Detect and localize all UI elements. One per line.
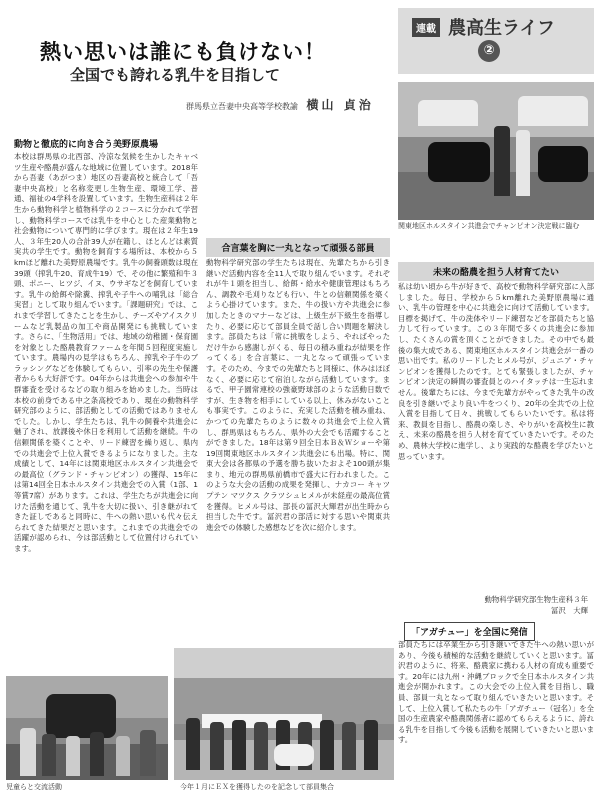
photo-cow [538, 146, 588, 182]
section-text-farm: 本校は群馬県の北西部、冷涼な気候を生かしたキャベツ生産や酪農が盛んな地域に位置しています。2018年から吾妻（あがつま）地区の吾妻高校と統合して「吾妻中央高校」と名称変更し生物生産、環境工学、普通、福祉の4学科を設置しています。生物生産科は２年生から動物科学と植物科学の２コースに分かれて学習し、動物科学コースでは乳牛を中心とした産業動物と社会動物について専門的に学びます。現在は２年生19人、３年生20人の合計39人が在籍し、ほとんどは素質実共の学生です。動物を飼育する場所は、本校から５kmほど離れた美野原農場です。乳牛の飼養頭数は現在39頭（搾乳牛20、育成牛19）で、その他に繁殖和牛３頭、ポニー、ヒツジ、イヌ、ウサギなどを飼育しています。乳牛の給餌や除糞、搾乳や子牛への哺乳は「総合実習」として取り組んでいます。「課題研究」では、これまで学習してきたことを生かし、チーズやアイスクリームなど乳製品の加工や商品開発にも挑戦しています。さらに、「生物活用」では、地域の幼稚園・保育園を対象とした酪農教育ファームを年間５回程度実施しています。農場内の見学はもちろん、搾乳や子牛のブラッシングなどを体験してもらい、引率の先生や保護者からも大好評です。04年からは共進会への参加や牛群審査を受けるなどの取り組みを始めました。当時は本校の前身である中之条高校であり、現在の動物科学研究部のように、部活動としての活動ではありませんでした。しかし、学生たちは、乳牛の飼養や共進会に魅了され、放課後や休日を利用して活動を継続。牛の信頼関係を築くことや、リード練習を繰り返し、県内での共進会で上位入賞できるようになりました。主な成績として、14年には関東地区ホルスタイン共進会での最高位（グランド・チャンピオン）の獲得、15年には第14回全日本ホルスタイン共進会での入賞（1部、1等賞7席）があります。これは、学生たちが共進会に向けた活動を通じて、乳牛を大切に扱い、引き継がれてきた証しであると同時に、牛への熱い思いも代々伝えられてきた結果だと思います。これまでの共進会での活躍が認められ、今は部活動として位置付けられています。 [14, 152, 198, 553]
signature-affiliation: 動物科学研究部生物生産科３年 [484, 595, 588, 604]
series-number: ② [478, 40, 500, 62]
photo-member [342, 722, 356, 770]
photo-cow [46, 694, 116, 738]
series-tag: 連載 [412, 18, 440, 37]
section-heading-members: 合言葉を胸に一丸となって頑張る部員 [206, 238, 390, 257]
photo-member [254, 722, 268, 770]
section-text-farm-cont [206, 122, 390, 232]
article-subtitle: 全国でも誇れる乳牛を目指して [70, 66, 281, 84]
photo-caption-group: 今年１月にＥＸを獲得したのを記念して部員集合 [180, 783, 334, 791]
signature [398, 594, 588, 616]
photo-child [90, 732, 104, 776]
photo-children [6, 676, 168, 780]
photo-caption-top: 関東地区ホルスタイン共進会でチャンピオン決定戦に臨む [398, 222, 580, 230]
section-heading-agachu: 「アガチュー」を全国に発信 [404, 622, 535, 641]
photo-tent [518, 96, 588, 126]
photo-member [186, 718, 200, 770]
photo-calf [274, 744, 314, 766]
section-text-future: 私は幼い頃から牛が好きで、高校で動物科学研究部に入部しました。毎日、学校から５km離れた美野原農場に通い、乳牛の管理を中心に共進会に向けて活動しています。目標を掲げて、牛の洗体やリード練習などを部員たちと協力して行っています。この３年間で多くの共進会に参加し、たくさんの賞を頂くことができました。その中でも最後の集大成である、関東地区ホルスタイン共進会が一番の思い出です。私のリードしたヒメル号が、ジュニア・チャンピオンを獲得したのです。とても緊張しましたが、チャンピオン決定の瞬間の審査員とのハイタッチは一生忘れません。後輩たちには、今まで先輩方がやってきた乳牛の改良を引き継いでより良い牛をつくり、20年の全共での上位入賞を目指して日々、挑戦してもらいたいです。私は将来、教員を目指し、酪農の楽しさ、やりがいを高校生に教え、未来の酪農を担う人材を育てていきたいです。そのため、農林大学校に進学し、より実践的な酪農を学びたいと思っています。 [398, 282, 594, 461]
section-text-members: 動物科学研究部の学生たちは現在、先輩たちから引き継いだ活動内容を全11人で取り組んでいます。それぞれが牛１頭を担当し、給餌・給水や健康管理はもちろん、調教や毛刈りなども行い、牛との信頼関係を築くよう心掛けています。また、牛の扱い方や共進会に参加したときのマナーなどは、上級生が下級生を指導したり、必要に応じて部員全員で話し合い問題を解決します。部員たちは「常に挑戦をしよう、やればやっただけ牛から感謝しがくる、毎日の積み重ねが結果を作ってくる」を合言葉に、一丸となって頑張っています。そのため、今までの先輩たちと同様に、休みはほぼなく、必要に応じて宿泊しながら活動しています。まるで、甲子園常連校の強豪野球部のような活動日数ですが、生き物を相手にしている以上、休みがないことも事実です。このように、充実した活動を積み重ね、かつての先輩たちのように数々の共進会で上位入賞し、群馬県はもちろん、県外の大会でも活躍することができました。18年は第９回全日本Ｂ＆Ｗショーや第19回関東地区ホルスタイン共進会にも出場。特に、関東大会は各都県の予選を勝ち抜いたおよそ100頭が集まり、地元の群馬県前橋市で盛大に行われました。このような大会の活動の成果を発揮し、ナカコー キャツプテン マツクス クラツシュヒメルが未経産の最高位賞を獲得。ヒメル号は、部長の冨沢大輝君が出生時から担当した牛です。冨沢君の部活に対する思いや関東共進会での体験した感想などを次に紹介します。 [206, 258, 390, 532]
signature-name: 冨沢 大輝 [551, 606, 588, 615]
photo-member [320, 720, 334, 770]
photo-person [494, 126, 510, 196]
article-title: 熱い思いは誰にも負けない！ [40, 40, 326, 64]
photo-tent [418, 100, 478, 126]
photo-person [516, 130, 530, 196]
section-text-agachu: 部員たちには卒業生から引き継いできた牛への熱い思いがあり、今後も積極的な活動を継続していくと思います。冨沢君のように、将来、酪農家に携わる人材の育成も重要です。20年には九州・沖縄ブロックで全日本ホルスタイン共進会が開かれます。この大会での上位入賞を目指し、職員、部員一丸となって取り組んでいきたいと思います。そして、上位入賞して私たちの牛「アガチュー（冠名）」を全国の生産農家や酪農関係者に認めてもらえるように、誇れる乳牛を目指して今後も活動を展開していきたいと思います。 [398, 640, 594, 745]
photo-member [232, 720, 246, 770]
author-affiliation: 群馬県立吾妻中央高等学校教諭 [186, 102, 298, 111]
photo-child [140, 730, 156, 776]
photo-child [116, 736, 130, 776]
section-heading-future: 未来の酪農を担う人材育てたい [398, 262, 594, 281]
photo-member [364, 720, 378, 770]
section-heading-farm: 動物と徹底的に向き合う美野原農場 [14, 140, 159, 150]
series-title: 農高生ライフ [448, 18, 555, 39]
photo-member [210, 722, 224, 770]
author-name: 横山 貞治 [306, 98, 374, 112]
photo-child [42, 734, 56, 776]
section-text-members-cont [398, 240, 594, 262]
photo-group [174, 648, 394, 780]
author-line [186, 96, 374, 113]
photo-caption-children: 児童らと交流活動 [6, 783, 62, 791]
photo-cow [428, 142, 490, 182]
photo-child [20, 728, 36, 776]
photo-child [66, 736, 80, 776]
photo-championship [398, 82, 594, 220]
